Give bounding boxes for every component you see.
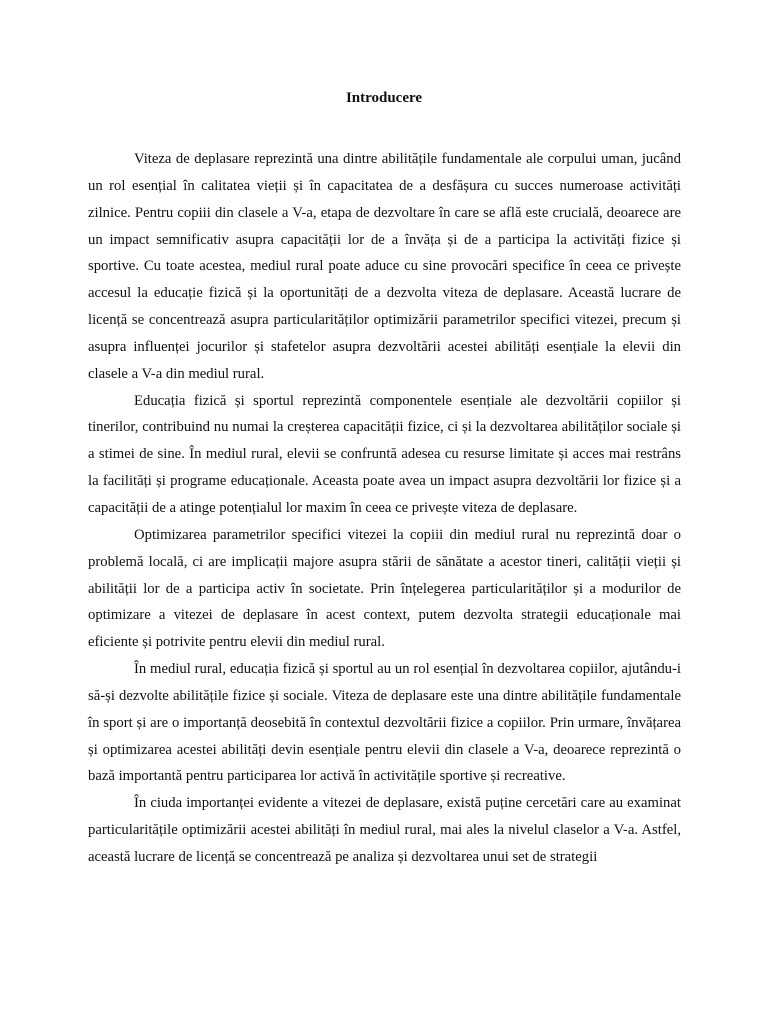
paragraph-3: Optimizarea parametrilor specifici vitezei la copiii din mediul rural nu reprezintă doar o problemă locală, ci are implicații majore asupra stării de sănătate a acestor tineri, calității vieții și abilității lor de a participa activ în societate. Prin înțelegerea particularităților și a modurilor de optimizare a vitezei de deplasare în acest context, putem dezvolta strategii educaționale mai eficiente și potrivite pentru elevii din mediul rural. [88,526,681,651]
page-title: Introducere [345,90,423,106]
paragraph-4: În mediul rural, educația fizică și sportul au un rol esențial în dezvoltarea copiilor, ajutându-i să-și dezvolte abilitățile fizice și sociale. Viteza de deplasare este una dintre abilitățile fundamentale în sport și are o importanță deosebită în contextul dezvoltării fizice a copiilor. Prin urmare, învățarea și optimizarea acestei abilități devin esențiale pentru elevii din clasele a V-a, deoarece reprezintă o bază importantă pentru participarea lor activă în activitățile sportive și recreative. [88,661,681,785]
paragraph-5: În ciuda importanței evidente a vitezei de deplasare, există puține cercetări care au examinat particularitățile optimizării acestei abilități în mediul rural, mai ales la nivelul claselor a V-a. Astfel, această lucrare de licență se concentrează pe analiza și dezvoltarea unui set de strategii [88,795,681,865]
paragraph-1: Viteza de deplasare reprezintă una dintre abilitățile fundamentale ale corpului uman, jucând un rol esențial în calitatea vieții și în capacitatea de a desfășura cu succes numeroase activități zilnice. Pentru copiii din clasele a V-a, etapa de dezvoltare în care se află este crucială, deoarece are un impact semnificativ asupra capacității lor de a învăța și de a participa la activități fizice și sportive. Cu toate acestea, mediul rural poate aduce cu sine provocări specifice în ceea ce privește accesul la educație fizică și la oportunități de a dezvolta viteza de deplasare. Această lucrare de licență se concentrează asupra particularităților optimizării parametrilor specifici vitezei, precum și asupra influenței jocurilor și stafetelor asupra dezvoltării acestei abilități esențiale la elevii din clasele a V-a din mediul rural. [88,151,681,382]
paragraph-2: Educația fizică și sportul reprezintă componentele esențiale ale dezvoltării copiilor și tinerilor, contribuind nu numai la creșterea capacității fizice, ci și la dezvoltarea abilităților sociale și a stimei de sine. În mediul rural, elevii se confruntă adesea cu resurse limitate și acces mai restrâns la facilități și programe educaționale. Aceasta poate avea un impact asupra dezvoltării lor fizice și a capacității de a atinge potențialul lor maxim în ceea ce privește viteza de deplasare. [88,392,681,516]
body-text [88,146,681,871]
